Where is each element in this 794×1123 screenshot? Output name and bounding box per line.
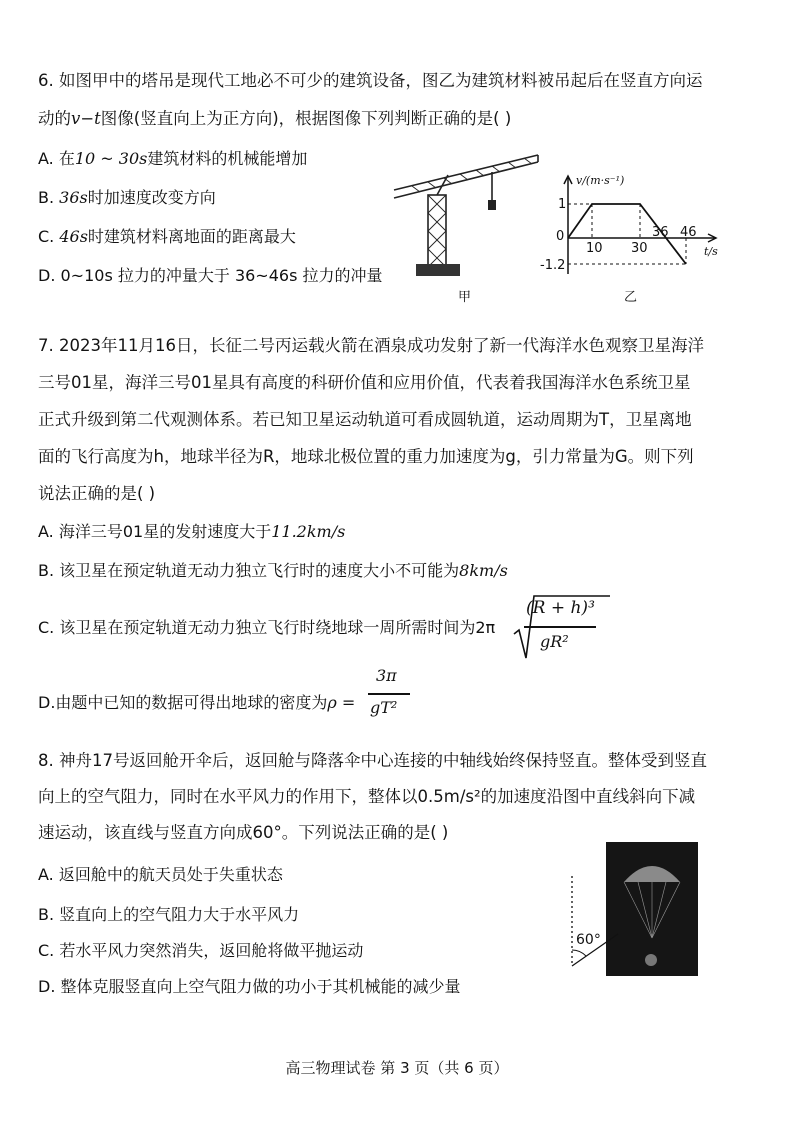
q8-option-a: A. 返回舱中的航天员处于失重状态: [38, 865, 283, 884]
q6-option-c-pre: C.: [38, 227, 60, 246]
q7-option-c-numerator: (R + h)³: [526, 598, 595, 618]
graph-x-tick-30: 30: [631, 241, 648, 256]
graph-x-tick-36: 36: [652, 225, 669, 240]
q8-stem-line2: 向上的空气阻力，同时在水平风力的作用下，整体以0.5m/s²的加速度沿图中直线斜向下减: [38, 787, 696, 806]
q6-stem-line2-pre: 动的: [38, 109, 71, 128]
q7-option-d-denominator: gT²: [370, 698, 398, 717]
q6-option-d: D. 0~10s 拉力的冲量大于 36~46s 拉力的冲量: [38, 266, 383, 285]
q6-option-a-pre: A. 在: [38, 149, 75, 168]
q6-stem-line2: [38, 108, 511, 130]
q7-option-a-pre: A. 海洋三号01星的发射速度大于: [38, 522, 272, 541]
q8-stem-line3: 速运动，该直线与竖直方向成60°。下列说法正确的是( ): [38, 823, 449, 842]
tower-crane-figure: [392, 150, 542, 278]
q6-vt-symbol: v−t: [71, 109, 101, 128]
q7-option-d: [38, 692, 355, 714]
q7-stem-line3: 正式升级到第二代观测体系。若已知卫星运动轨道可看成圆轨道，运动周期为T，卫星离地: [38, 410, 692, 429]
angle-diagram: [560, 874, 620, 974]
q6-option-c-post: 时建筑材料离地面的距离最大: [87, 227, 296, 246]
graph-x-tick-10: 10: [586, 241, 603, 256]
graph-xlabel: t/s: [704, 245, 718, 258]
q7-option-b-pre: B. 该卫星在预定轨道无动力独立飞行时的速度大小不可能为: [38, 561, 460, 580]
page-footer: 高三物理试卷 第 3 页（共 6 页）: [285, 1059, 509, 1077]
q6-option-b-pre: B.: [38, 188, 60, 207]
q7-option-b-math: 8km/s: [459, 561, 508, 580]
fig-jia-label: 甲: [458, 290, 472, 305]
q6-stem-line2-post: 图像(竖直向上为正方向)，根据图像下列判断正确的是( ): [100, 109, 512, 128]
q7-stem-line2: 三号01星，海洋三号01星具有高度的科研价值和应用价值，代表着我国海洋水色系统卫星: [38, 373, 691, 392]
q7-option-b: [38, 560, 508, 582]
q7-option-d-fraction: [368, 664, 410, 724]
q6-option-a-math: 10 ~ 30s: [74, 149, 148, 168]
q7-stem-line4: 面的飞行高度为h，地球半径为R，地球北极位置的重力加速度为g，引力常量为G。则下列: [38, 447, 694, 466]
q7-option-d-rho: ρ =: [327, 693, 356, 712]
graph-y-tick-0: 0: [556, 229, 565, 244]
q8-option-c: C. 若水平风力突然消失，返回舱将做平抛运动: [38, 941, 364, 960]
q7-option-c-fraction: [524, 596, 596, 660]
angle-label: 60°: [576, 932, 601, 948]
q7-option-c: C. 该卫星在预定轨道无动力独立飞行时绕地球一周所需时间为2π: [38, 618, 496, 637]
q6-option-b: [38, 187, 216, 209]
fig-yi-label: 乙: [624, 290, 638, 305]
q7-option-d-pre: D.由题中已知的数据可得出地球的密度为: [38, 693, 328, 712]
q6-option-a: [38, 148, 307, 170]
q8-stem-line1: 8. 神舟17号返回舱开伞后，返回舱与降落伞中心连接的中轴线始终保持竖直。整体受到竖直: [38, 751, 707, 770]
q6-option-b-post: 时加速度改变方向: [87, 188, 216, 207]
q7-option-a: [38, 521, 345, 543]
q6-option-a-post: 建筑材料的机械能增加: [147, 149, 308, 168]
q6-option-c-math: 46s: [59, 227, 88, 246]
q7-option-c-bar: [524, 626, 596, 628]
vt-graph: [556, 172, 726, 282]
q6-option-c: [38, 226, 296, 248]
graph-y-tick-1: 1: [558, 197, 567, 212]
q7-option-c-denominator: gR²: [540, 632, 569, 651]
q8-option-d: D. 整体克服竖直向上空气阻力做的功小于其机械能的减少量: [38, 977, 461, 996]
q7-option-a-math: 11.2km/s: [271, 522, 346, 541]
graph-x-tick-46: 46: [680, 225, 697, 240]
q7-option-d-numerator: 3π: [376, 666, 397, 685]
graph-y-tick-neg: -1.2: [540, 258, 566, 273]
q7-stem-line5: 说法正确的是( ): [38, 484, 156, 503]
graph-ylabel: v/(m·s⁻¹): [576, 174, 625, 187]
q6-option-b-math: 36s: [59, 188, 88, 207]
q7-option-d-bar: [368, 693, 410, 695]
q6-stem-line1: 6. 如图甲中的塔吊是现代工地必不可少的建筑设备，图乙为建筑材料被吊起后在竖直方向运: [38, 71, 703, 90]
q7-stem-line1: 7. 2023年11月16日，长征二号丙运载火箭在酒泉成功发射了新一代海洋水色观察卫星海洋: [38, 336, 704, 355]
q8-option-b: B. 竖直向上的空气阻力大于水平风力: [38, 905, 300, 924]
